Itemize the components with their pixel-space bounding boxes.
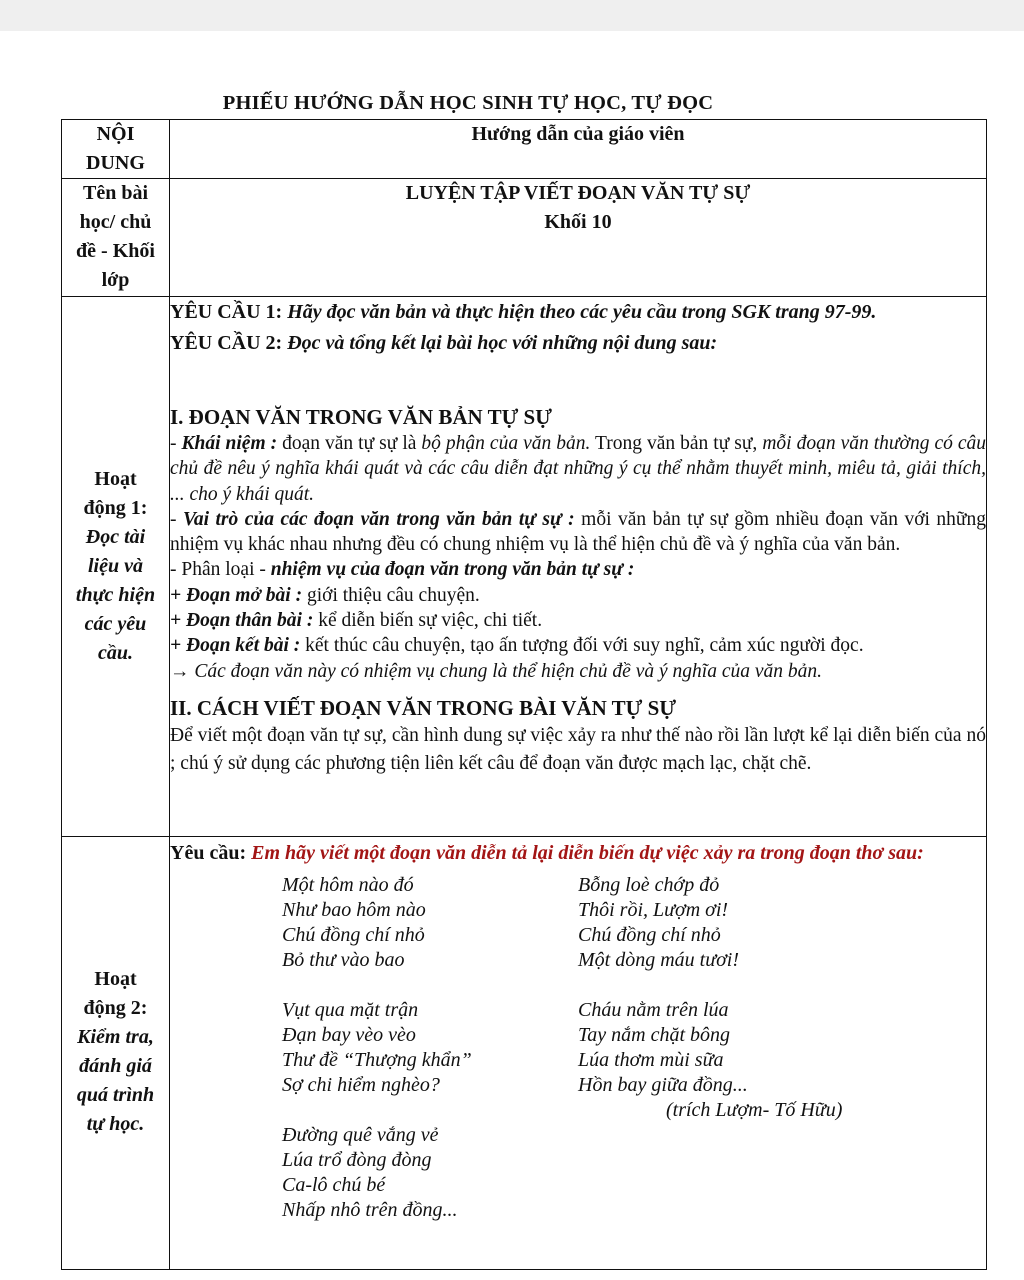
lesson-label-line: đề - Khối [76, 240, 155, 262]
poem-line: Đường quê vắng vẻ [282, 1124, 439, 1146]
lesson-label-line: Tên bài [82, 182, 149, 204]
poem-line: Thư đề “Thượng khẩn” [282, 1049, 472, 1071]
poem [170, 868, 986, 1223]
activity-label-line: quá trình [76, 1084, 155, 1106]
lesson-label-line: lớp [101, 269, 130, 291]
poem-line: Chú đồng chí nhỏ [282, 924, 425, 946]
poem-line: Hồn bay giữa đồng... [578, 1074, 748, 1096]
header-guide-cell [170, 120, 987, 179]
activity-label-line: động 2: [83, 997, 148, 1019]
activity-label-line: Hoạt [94, 468, 137, 490]
poem-line: Bỏ thư vào bao [282, 949, 405, 971]
activity-label-line: đánh giá [79, 1055, 152, 1077]
activity-label-line: Hoạt [94, 968, 137, 990]
poem-line: Lúa thơm mùi sữa [578, 1049, 724, 1071]
activity-label-line: liệu và [88, 555, 143, 577]
body-paragraph-line: + Đoạn thân bài : kể diễn biến sự việc, chi tiết. [170, 610, 543, 632]
activity-label-line: động 1: [83, 497, 148, 519]
poem-line: Vụt qua mặt trận [282, 999, 419, 1021]
activity1-content-cell [170, 297, 987, 837]
poem-citation: (trích Lượm- Tố Hữu) [666, 1099, 843, 1121]
lesson-title-cell [170, 179, 987, 297]
definition-paragraph: - Khái niệm : đoạn văn tự sự là bộ phận của văn bản. Trong văn bản tự sự, mỗi đoạn văn thường có câu chủ đề nêu ý nghĩa khái quát và các câu diễn đạt những ý cụ thể nhằm thuyết minh, miêu tả, giải thích, ... cho ý khái quát. [170, 433, 987, 505]
poem-line: Lúa trổ đòng đòng [282, 1149, 432, 1171]
guidance-table [61, 119, 987, 1270]
poem-line: Tay nắm chặt bông [578, 1024, 731, 1046]
poem-line: Bỗng loè chớp đỏ [578, 874, 720, 896]
poem-line: Chú đồng chí nhỏ [578, 924, 721, 946]
activity1-label-cell [62, 297, 170, 837]
activity-label-line: Đọc tài [85, 526, 146, 548]
activity2-label-cell [62, 837, 170, 1270]
poem-line: Một hôm nào đó [282, 874, 414, 896]
requirement-2: YÊU CẦU 2: Đọc và tổng kết lại bài học với những nội dung sau: [170, 332, 718, 354]
section-2-heading: II. CÁCH VIẾT ĐOẠN VĂN TRONG BÀI VĂN TỰ SỰ [170, 695, 677, 720]
activity-label-line: các yêu [84, 613, 147, 635]
activity-label-line: thực hiện [75, 584, 156, 606]
activity2-row [62, 837, 987, 1270]
top-bar [0, 0, 1024, 31]
poem-line: Thôi rồi, Lượm ơi! [578, 899, 729, 921]
header-row [62, 120, 987, 179]
poem-line: Như bao hôm nào [282, 899, 426, 921]
lesson-title: LUYỆN TẬP VIẾT ĐOẠN VĂN TỰ SỰ [405, 182, 751, 204]
arrow-icon: → [170, 660, 190, 682]
conclusion-line: → Các đoạn văn này có nhiệm vụ chung là thể hiện chủ đề và ý nghĩa của văn bản. [170, 660, 823, 682]
activity-label-line: Kiểm tra, [77, 1026, 154, 1048]
opening-paragraph-line: + Đoạn mở bài : giới thiệu câu chuyện. [170, 584, 480, 606]
activity-label-line: tự học. [86, 1113, 145, 1135]
section-1-heading: I. ĐOẠN VĂN TRONG VĂN BẢN TỰ SỰ [170, 405, 552, 429]
header-label-line: DUNG [86, 152, 145, 174]
lesson-grade: Khối 10 [544, 211, 612, 233]
poem-line: Sợ chi hiểm nghèo? [282, 1074, 440, 1096]
activity2-content-cell [170, 837, 987, 1270]
poem-line: Đạn bay vèo vèo [282, 1024, 416, 1046]
role-paragraph: - Vai trò của các đoạn văn trong văn bản tự sự : mỗi văn bản tự sự gồm nhiều đoạn văn với những nhiệm vụ khác nhau nhưng đều có chung nhiệm vụ là thể hiện chủ đề và ý nghĩa của văn bản. [170, 508, 986, 556]
activity-label-line: cầu. [98, 642, 133, 664]
poem-line: Cháu nằm trên lúa [578, 999, 729, 1021]
poem-line: Ca-lô chú bé [282, 1174, 386, 1196]
closing-paragraph-line: + Đoạn kết bài : kết thúc câu chuyện, tạo ấn tượng đối với suy nghĩ, cảm xúc người đọc. [170, 635, 864, 657]
poem-line: Nhấp nhô trên đồng... [282, 1199, 458, 1221]
requirement-1: YÊU CẦU 1: Hãy đọc văn bản và thực hiện theo các yêu cầu trong SGK trang 97-99. [170, 301, 877, 323]
document-title: PHIẾU HƯỚNG DẪN HỌC SINH TỰ HỌC, TỰ ĐỌC [222, 92, 714, 114]
lesson-row [62, 179, 987, 297]
lesson-label-line: học/ chủ [79, 211, 152, 233]
header-content-cell [62, 120, 170, 179]
classification-line: - Phân loại - nhiệm vụ của đoạn văn trong văn bản tự sự : [170, 559, 635, 581]
activity2-requirement: Yêu cầu: Em hãy viết một đoạn văn diễn tả lại diễn biến dự việc xảy ra trong đoạn thơ sau: [170, 842, 924, 864]
lesson-label-cell [62, 179, 170, 297]
section-2-text: Để viết một đoạn văn tự sự, cần hình dung sự việc xảy ra như thế nào rồi lần lượt kể lại diễn biến của nó ; chú ý sử dụng các phương tiện liên kết câu để đoạn văn được mạch lạc, chặt chẽ. [170, 724, 986, 775]
header-guide-label: Hướng dẫn của giáo viên [471, 123, 685, 145]
poem-line: Một dòng máu tươi! [578, 949, 740, 971]
activity1-row [62, 297, 987, 837]
header-label-line: NỘI [96, 123, 135, 145]
